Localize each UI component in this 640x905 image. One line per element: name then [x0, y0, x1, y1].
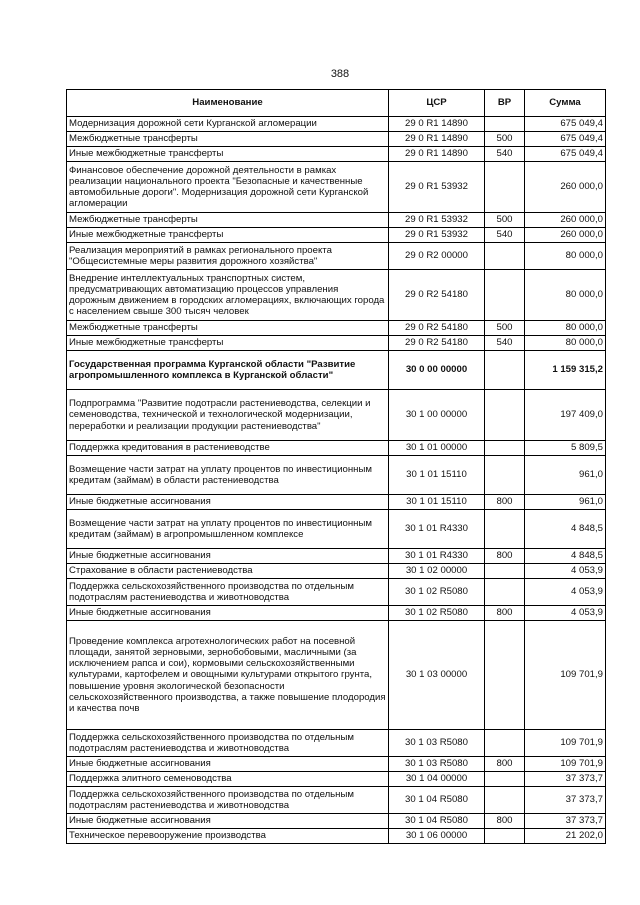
row-vr — [485, 730, 525, 757]
row-sum: 675 049,4 — [525, 117, 606, 132]
row-vr — [485, 351, 525, 390]
row-name: Поддержка сельскохозяйственного производства по отдельным подотраслям растениеводства и животноводства — [67, 787, 389, 814]
row-vr — [485, 390, 525, 441]
row-sum: 80 000,0 — [525, 321, 606, 336]
table-row — [67, 441, 606, 456]
row-sum: 21 202,0 — [525, 829, 606, 844]
row-csr: 29 0 R2 54180 — [389, 321, 485, 336]
row-csr: 29 0 R1 14890 — [389, 117, 485, 132]
row-sum: 260 000,0 — [525, 228, 606, 243]
row-csr: 29 0 R1 53932 — [389, 213, 485, 228]
header-vr: ВР — [485, 90, 525, 117]
page-number: 388 — [330, 68, 350, 80]
row-csr: 29 0 R1 14890 — [389, 147, 485, 162]
budget-table — [66, 89, 606, 844]
row-vr: 800 — [485, 606, 525, 621]
row-name: Страхование в области растениеводства — [67, 564, 389, 579]
row-csr: 30 1 01 R4330 — [389, 549, 485, 564]
row-sum: 109 701,9 — [525, 621, 606, 730]
table-body — [67, 117, 606, 844]
row-name: Межбюджетные трансферты — [67, 213, 389, 228]
row-vr — [485, 441, 525, 456]
row-vr — [485, 564, 525, 579]
row-name: Иные бюджетные ассигнования — [67, 757, 389, 772]
row-csr: 30 1 01 15110 — [389, 495, 485, 510]
row-sum: 4 053,9 — [525, 579, 606, 606]
row-name: Иные бюджетные ассигнования — [67, 606, 389, 621]
row-name: Внедрение интеллектуальных транспортных систем, предусматривающих автоматизацию процессов управления дорожным движением в городских агломерациях, включающих города с населением свыше 300 тысяч человек — [67, 270, 389, 321]
row-vr: 800 — [485, 757, 525, 772]
row-sum: 109 701,9 — [525, 730, 606, 757]
row-vr — [485, 772, 525, 787]
row-name: Финансовое обеспечение дорожной деятельности в рамках реализации национального проекта "Безопасные и качественные автомобильные дороги". Модернизация дорожной сети Курганской агломерации — [67, 162, 389, 213]
row-vr — [485, 829, 525, 844]
row-csr: 30 1 00 00000 — [389, 390, 485, 441]
row-vr: 540 — [485, 228, 525, 243]
row-sum: 80 000,0 — [525, 270, 606, 321]
row-name: Иные бюджетные ассигнования — [67, 549, 389, 564]
row-sum: 260 000,0 — [525, 213, 606, 228]
row-vr — [485, 621, 525, 730]
row-csr: 30 1 04 00000 — [389, 772, 485, 787]
row-name: Техническое перевооружение производства — [67, 829, 389, 844]
row-csr: 30 1 04 R5080 — [389, 814, 485, 829]
table-row — [67, 814, 606, 829]
row-vr — [485, 579, 525, 606]
row-sum: 260 000,0 — [525, 162, 606, 213]
table-row — [67, 730, 606, 757]
row-name: Возмещение части затрат на уплату процентов по инвестиционным кредитам (займам) в области растениеводства — [67, 456, 389, 495]
row-sum: 4 848,5 — [525, 549, 606, 564]
header-name: Наименование — [67, 90, 389, 117]
row-vr — [485, 243, 525, 270]
row-csr: 29 0 R2 00000 — [389, 243, 485, 270]
row-sum: 5 809,5 — [525, 441, 606, 456]
table-row — [67, 147, 606, 162]
table-header-row — [67, 90, 606, 117]
row-vr: 800 — [485, 495, 525, 510]
row-vr: 500 — [485, 321, 525, 336]
row-csr: 30 1 01 R4330 — [389, 510, 485, 549]
row-sum: 197 409,0 — [525, 390, 606, 441]
row-sum: 37 373,7 — [525, 787, 606, 814]
table-row — [67, 757, 606, 772]
row-csr: 30 1 06 00000 — [389, 829, 485, 844]
row-name: Поддержка кредитования в растениеводстве — [67, 441, 389, 456]
table-row — [67, 390, 606, 441]
row-sum: 80 000,0 — [525, 336, 606, 351]
table-row — [67, 213, 606, 228]
row-csr: 29 0 R1 14890 — [389, 132, 485, 147]
row-sum: 80 000,0 — [525, 243, 606, 270]
row-sum: 675 049,4 — [525, 147, 606, 162]
row-name: Поддержка элитного семеноводства — [67, 772, 389, 787]
row-csr: 30 1 02 00000 — [389, 564, 485, 579]
row-vr — [485, 117, 525, 132]
row-vr: 500 — [485, 132, 525, 147]
table-row — [67, 321, 606, 336]
table-row — [67, 351, 606, 390]
row-csr: 30 1 02 R5080 — [389, 579, 485, 606]
row-name: Подпрограмма "Развитие подотрасли растениеводства, селекции и семеноводства, технической и технологической модернизации, переработки и реализации продукции растениеводства" — [67, 390, 389, 441]
row-vr — [485, 510, 525, 549]
table-row — [67, 495, 606, 510]
row-sum: 37 373,7 — [525, 814, 606, 829]
row-name: Возмещение части затрат на уплату процентов по инвестиционным кредитам (займам) в агропромышленном комплексе — [67, 510, 389, 549]
table-row — [67, 606, 606, 621]
row-vr: 500 — [485, 213, 525, 228]
row-csr: 29 0 R1 53932 — [389, 228, 485, 243]
row-name: Межбюджетные трансферты — [67, 321, 389, 336]
row-csr: 30 1 03 00000 — [389, 621, 485, 730]
row-csr: 30 1 02 R5080 — [389, 606, 485, 621]
row-vr — [485, 270, 525, 321]
table-row — [67, 243, 606, 270]
row-csr: 29 0 R2 54180 — [389, 336, 485, 351]
row-vr — [485, 456, 525, 495]
row-name: Иные бюджетные ассигнования — [67, 814, 389, 829]
row-name: Иные межбюджетные трансферты — [67, 147, 389, 162]
row-name: Иные межбюджетные трансферты — [67, 336, 389, 351]
row-name: Проведение комплекса агротехнологических работ на посевной площади, занятой зерновыми, зернобобовыми, масличными (за исключением рапса и сои), кормовыми сельскохозяйственными культурами, картофелем и овощными культурами открытого грунта, повышение уровня экологической безопасности сельскохозяйственного производства, а также повышение плодородия и качества почв — [67, 621, 389, 730]
row-name: Реализация мероприятий в рамках регионального проекта "Общесистемные меры развития дорожного хозяйства" — [67, 243, 389, 270]
row-csr: 29 0 R2 54180 — [389, 270, 485, 321]
row-name: Иные межбюджетные трансферты — [67, 228, 389, 243]
table-row — [67, 787, 606, 814]
row-sum: 4 053,9 — [525, 564, 606, 579]
row-vr — [485, 162, 525, 213]
row-vr: 800 — [485, 549, 525, 564]
row-sum: 4 848,5 — [525, 510, 606, 549]
table-row — [67, 132, 606, 147]
row-name: Поддержка сельскохозяйственного производства по отдельным подотраслям растениеводства и животноводства — [67, 730, 389, 757]
row-name: Иные бюджетные ассигнования — [67, 495, 389, 510]
row-name: Поддержка сельскохозяйственного производства по отдельным подотраслям растениеводства и животноводства — [67, 579, 389, 606]
table-row — [67, 772, 606, 787]
row-csr: 30 1 01 00000 — [389, 441, 485, 456]
table-row — [67, 829, 606, 844]
row-csr: 30 1 03 R5080 — [389, 757, 485, 772]
header-csr: ЦСР — [389, 90, 485, 117]
row-csr: 30 1 01 15110 — [389, 456, 485, 495]
table-row — [67, 456, 606, 495]
table-row — [67, 336, 606, 351]
row-sum: 1 159 315,2 — [525, 351, 606, 390]
table-row — [67, 579, 606, 606]
row-sum: 961,0 — [525, 456, 606, 495]
row-name: Межбюджетные трансферты — [67, 132, 389, 147]
table-row — [67, 162, 606, 213]
row-vr: 540 — [485, 147, 525, 162]
row-sum: 4 053,9 — [525, 606, 606, 621]
row-vr: 800 — [485, 814, 525, 829]
row-sum: 961,0 — [525, 495, 606, 510]
table-row — [67, 564, 606, 579]
table-row — [67, 621, 606, 730]
table-row — [67, 549, 606, 564]
row-sum: 37 373,7 — [525, 772, 606, 787]
row-sum: 109 701,9 — [525, 757, 606, 772]
header-sum: Сумма — [525, 90, 606, 117]
row-csr: 29 0 R1 53932 — [389, 162, 485, 213]
row-csr: 30 1 03 R5080 — [389, 730, 485, 757]
row-name: Государственная программа Курганской области "Развитие агропромышленного комплекса в Курганской области" — [67, 351, 389, 390]
row-vr — [485, 787, 525, 814]
table-row — [67, 228, 606, 243]
row-csr: 30 0 00 00000 — [389, 351, 485, 390]
row-vr: 540 — [485, 336, 525, 351]
row-csr: 30 1 04 R5080 — [389, 787, 485, 814]
row-name: Модернизация дорожной сети Курганской агломерации — [67, 117, 389, 132]
table-row — [67, 510, 606, 549]
row-sum: 675 049,4 — [525, 132, 606, 147]
table-row — [67, 270, 606, 321]
table-row — [67, 117, 606, 132]
